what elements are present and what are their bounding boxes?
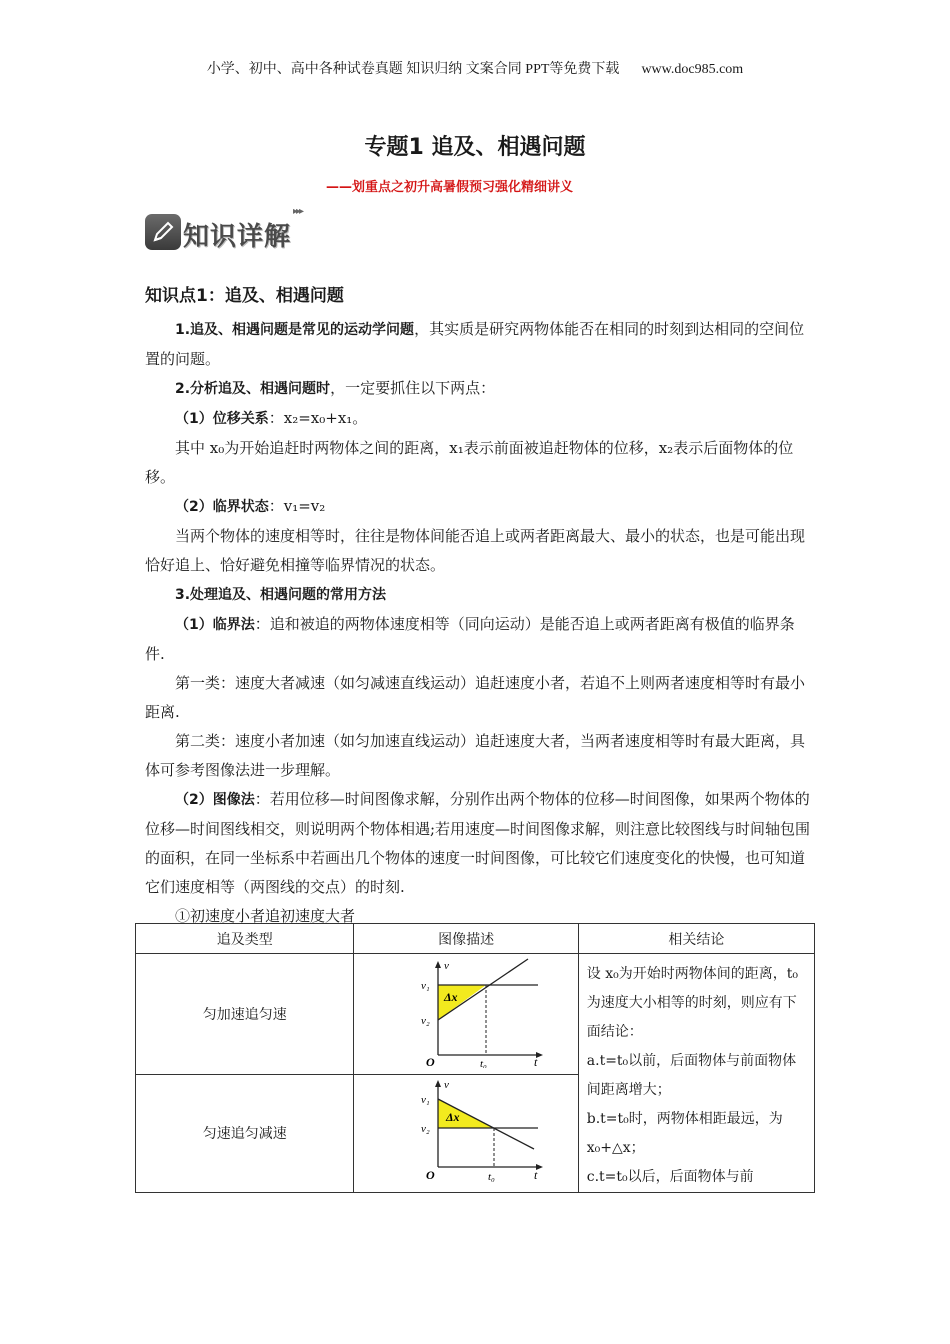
knowledge-point-heading: 知识点1：追及、相遇问题 (145, 286, 344, 306)
label-v2: v₂ (421, 1123, 430, 1136)
conclusion-line: 设 x₀为开始时两物体间的距离，t₀为速度大小相等的时刻，则应有下面结论： (586, 966, 798, 1040)
s2-lead: 2.分析追及、相遇问题时 (175, 381, 331, 397)
s1-rest: ，其实质是研究两物体能否在相同的时刻到达相同的空间位置的问题。 (145, 320, 805, 368)
label-v: v (444, 959, 449, 972)
m1-lead: （1）临界法 (175, 617, 255, 633)
para-s2b (145, 492, 813, 522)
chase-table (135, 923, 815, 1193)
chase-type: 匀速追匀减速 (136, 1074, 354, 1193)
para-m2 (145, 785, 813, 902)
para-m1 (145, 610, 813, 669)
s2-rest: ，一定要抓住以下两点： (330, 379, 496, 397)
graph-cell (354, 1074, 578, 1193)
header-text: 小学、初中、高中各种试卷真题 知识归纳 文案合同 PPT等免费下载 (206, 62, 620, 77)
graph-cell (354, 954, 578, 1075)
conclusion-line: b.t=t₀时，两物体相距最远，为x₀+△x； (586, 1111, 783, 1156)
label-dx: Δx (444, 989, 458, 1004)
s2b-rest: ：v₁=v₂ (268, 497, 326, 515)
para-s2a-note: 其中 x₀为开始追赶时两物体之间的距离，x₁表示前面被追赶物体的位移，x₂表示后面物体的位移。 (145, 439, 794, 486)
label-v1: v₁ (421, 979, 430, 992)
y-arrow (435, 961, 441, 968)
pencil-icon (145, 214, 181, 250)
table-header: 相关结论 (578, 924, 814, 954)
label-dx: Δx (446, 1110, 460, 1125)
s1-lead: 1.追及、相遇问题是常见的运动学问题 (175, 322, 415, 338)
para-s2b-note: 当两个物体的速度相等时，往往是物体间能否追上或两者距离最大、最小的状态，也是可能出现恰好追上、恰好避免相撞等临界情况的状态。 (145, 527, 806, 574)
header-site[interactable]: www.doc985.com (641, 62, 744, 77)
m2-lead: （2）图像法 (175, 792, 255, 808)
m1-rest: ：追和被追的两物体速度相等（同向运动）是能否追上或两者距离有极值的临界条件. (145, 615, 795, 663)
page-header (0, 58, 950, 78)
label-o: O (426, 1168, 435, 1183)
badge-label: 知识详解 (183, 222, 292, 252)
label-t: t (534, 1168, 538, 1183)
label-t0: t₀ (488, 1171, 495, 1184)
label-t0: t₀ (480, 1057, 487, 1068)
m2-rest: ：若用位移—时间图像求解，分别作出两个物体的位移—时间图像，如果两个物体的位移—时间图线相交，则说明两个物体相遇;若用速度—时间图像求解，则注意比较图线与时间轴包围的面积，在同一坐标系中若画出几个物体的速度一时间图像，可比较它们速度变化的快慢，也可知道它们速度相等（两图线的交点）的时刻. (145, 790, 811, 896)
label-v2: v₂ (421, 1014, 430, 1027)
para-m1-c2: 第二类：速度小者加速（如匀加速直线运动）追赶速度大者，当两者速度相等时有最大距离，具体可参考图像法进一步理解。 (145, 732, 806, 779)
page-subtitle: ——划重点之初升高暑假预习强化精细讲义 (326, 180, 574, 195)
label-v1: v₁ (421, 1094, 430, 1107)
conclusion-line: a.t=t₀以前，后面物体与前面物体间距离增大； (586, 1053, 797, 1098)
para-s2a (145, 404, 813, 434)
s2b-lead: （2）临界状态 (175, 499, 269, 515)
label-t: t (534, 1054, 538, 1068)
s2a-rest: ：x₂=x₀+x₁。 (268, 409, 368, 427)
para-s2 (145, 374, 813, 404)
para-m1-c1: 第一类：速度大者减速（如匀减速直线运动）追赶速度小者，若追不上则两者速度相等时有最小距离. (145, 674, 806, 721)
vt-graph-decelerate (386, 1075, 546, 1187)
para-s1 (145, 315, 813, 374)
table-row (136, 954, 815, 1075)
section-badge (145, 208, 323, 254)
s3-lead: 3.处理追及、相遇问题的常用方法 (175, 587, 387, 603)
arrows-icon: ▸▸▸ (293, 206, 303, 217)
table-header: 追及类型 (136, 924, 354, 954)
chase-type: 匀加速追匀速 (136, 954, 354, 1075)
conclusion-cell (578, 954, 814, 1193)
label-v: v (444, 1079, 449, 1092)
s2a-lead: （1）位移关系 (175, 411, 269, 427)
vt-graph-accelerate (386, 956, 546, 1068)
y-arrow (435, 1080, 441, 1087)
conclusion-line: c.t=t₀以后，后面物体与前 (586, 1169, 754, 1185)
table-header-row (136, 924, 815, 954)
main-content (145, 282, 813, 931)
label-o: O (426, 1054, 435, 1068)
page-title: 专题1 追及、相遇问题 (364, 135, 586, 160)
table-header: 图像描述 (354, 924, 578, 954)
para-s3 (145, 580, 813, 610)
para-case1: ①初速度小者追初速度大者 (175, 907, 356, 925)
